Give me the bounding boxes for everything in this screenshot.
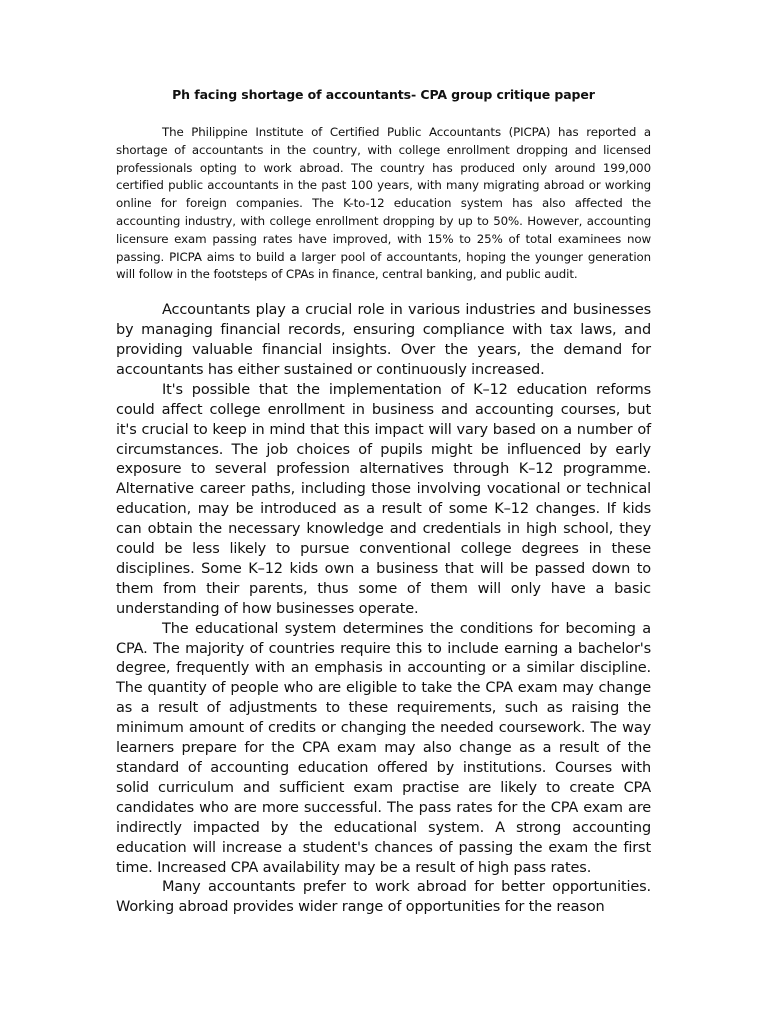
document-page: [116, 86, 651, 918]
body-paragraph-3: The educational system determines the conditions for becoming a CPA. The majority of countries require this to include earning a bachelor's degree, frequently with an emphasis in accounting or a similar discipline. The quantity of people who are eligible to take the CPA exam may change as a result of adjustments to these requirements, such as raising the minimum amount of credits or changing the needed coursework. The way learners prepare for the CPA exam may also change as a result of the standard of accounting education offered by institutions. Courses with solid curriculum and sufficient exam practise are likely to create CPA candidates who are more successful. The pass rates for the CPA exam are indirectly impacted by the educational system. A strong accounting education will increase a student's chances of passing the exam the first time. Increased CPA availability may be a result of high pass rates.: [116, 620, 651, 876]
body-paragraph-4: Many accountants prefer to work abroad for better opportunities. Working abroad provides wider range of opportunities for the reason: [116, 879, 651, 916]
body-paragraph-1: Accountants play a crucial role in various industries and businesses by managing financial records, ensuring compliance with tax laws, and providing valuable financial insights. Over the years, the demand for accountants has either sustained or continuously increased.: [116, 302, 651, 378]
document-title: Ph facing shortage of accountants- CPA group critique paper: [172, 87, 595, 102]
summary-paragraph: The Philippine Institute of Certified Public Accountants (PICPA) has reported a shortage of accountants in the country, with college enrollment dropping and licensed professionals opting to work abroad. The country has produced only around 199,000 certified public accountants in the past 100 years, with many migrating abroad or working online for foreign companies. The K-to-12 education system has also affected the accounting industry, with college enrollment dropping by up to 50%. However, accounting licensure exam passing rates have improved, with 15% to 25% of total examinees now passing. PICPA aims to build a larger pool of accountants, hoping the younger generation will follow in the footsteps of CPAs in finance, central banking, and public audit.: [116, 125, 651, 282]
body-paragraph-2: It's possible that the implementation of K–12 education reforms could affect college enrollment in business and accounting courses, but it's crucial to keep in mind that this impact will vary based on a number of circumstances. The job choices of pupils might be influenced by early exposure to several profession alternatives through K–12 programme. Alternative career paths, including those involving vocational or technical education, may be introduced as a result of some K–12 changes. If kids can obtain the necessary knowledge and credentials in high school, they could be less likely to pursue conventional college degrees in these disciplines. Some K–12 kids own a business that will be passed down to them from their parents, thus some of them will only have a basic understanding of how businesses operate.: [116, 381, 651, 617]
